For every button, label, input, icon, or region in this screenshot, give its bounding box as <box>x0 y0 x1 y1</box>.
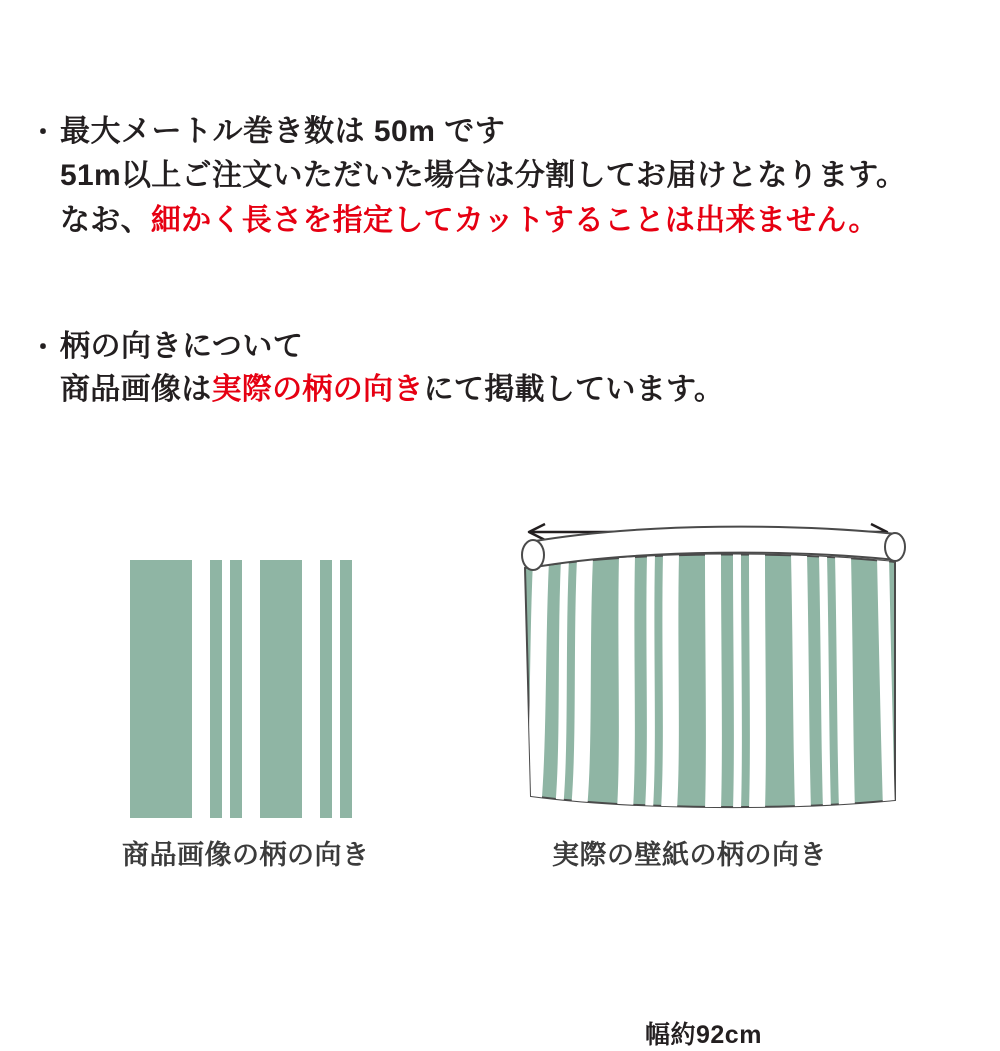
swatch-stripe <box>222 560 230 818</box>
section1-heading-length: 50m <box>373 115 436 148</box>
roll-end-left <box>522 540 544 570</box>
width-dimension-label: 幅約92cm <box>645 1021 762 1049</box>
swatch-stripe <box>192 560 210 818</box>
section2-line2 <box>60 367 970 412</box>
section1-heading-part2: です <box>435 115 506 148</box>
section2-line2-suffix: にて掲載しています。 <box>423 373 725 406</box>
section2-heading-label: 柄の向きについて <box>60 329 304 363</box>
bullet-icon: ・ <box>30 331 57 362</box>
roll-end-right <box>885 533 905 561</box>
notice-section2-heading <box>30 327 970 368</box>
swatch-stripe <box>352 560 365 818</box>
figure-area <box>0 500 1000 1049</box>
section1-line3-prefix: なお、 <box>60 203 151 237</box>
section2-line2-prefix: 商品画像は <box>60 373 212 406</box>
notice-section2 <box>30 327 970 413</box>
right-figure-caption: 実際の壁紙の柄の向き <box>552 840 827 870</box>
actual-wallpaper-roll <box>515 510 915 830</box>
sheet-stripes <box>525 553 895 810</box>
product-image-swatch <box>130 560 365 818</box>
section1-line3 <box>60 198 970 243</box>
notice-text-block <box>30 112 970 412</box>
notice-section1-heading <box>30 112 970 153</box>
swatch-stripe <box>242 560 260 818</box>
left-figure-caption: 商品画像の柄の向き <box>122 840 370 870</box>
swatch-stripe <box>302 560 320 818</box>
section1-line2: 51m以上ご注文いただいた場合は分割してお届けとなります。 <box>60 158 907 192</box>
roll-illustration <box>515 510 915 830</box>
bullet-icon: ・ <box>30 117 57 147</box>
section2-line2-emph: 実際の柄の向き <box>211 373 424 406</box>
swatch-stripe <box>332 560 340 818</box>
swatch-pattern <box>130 560 365 818</box>
section1-line3-warning: 細かく長さを指定してカットすることは出来ません。 <box>150 203 879 237</box>
section1-heading-part1: 最大メートル巻き数は <box>60 115 374 148</box>
